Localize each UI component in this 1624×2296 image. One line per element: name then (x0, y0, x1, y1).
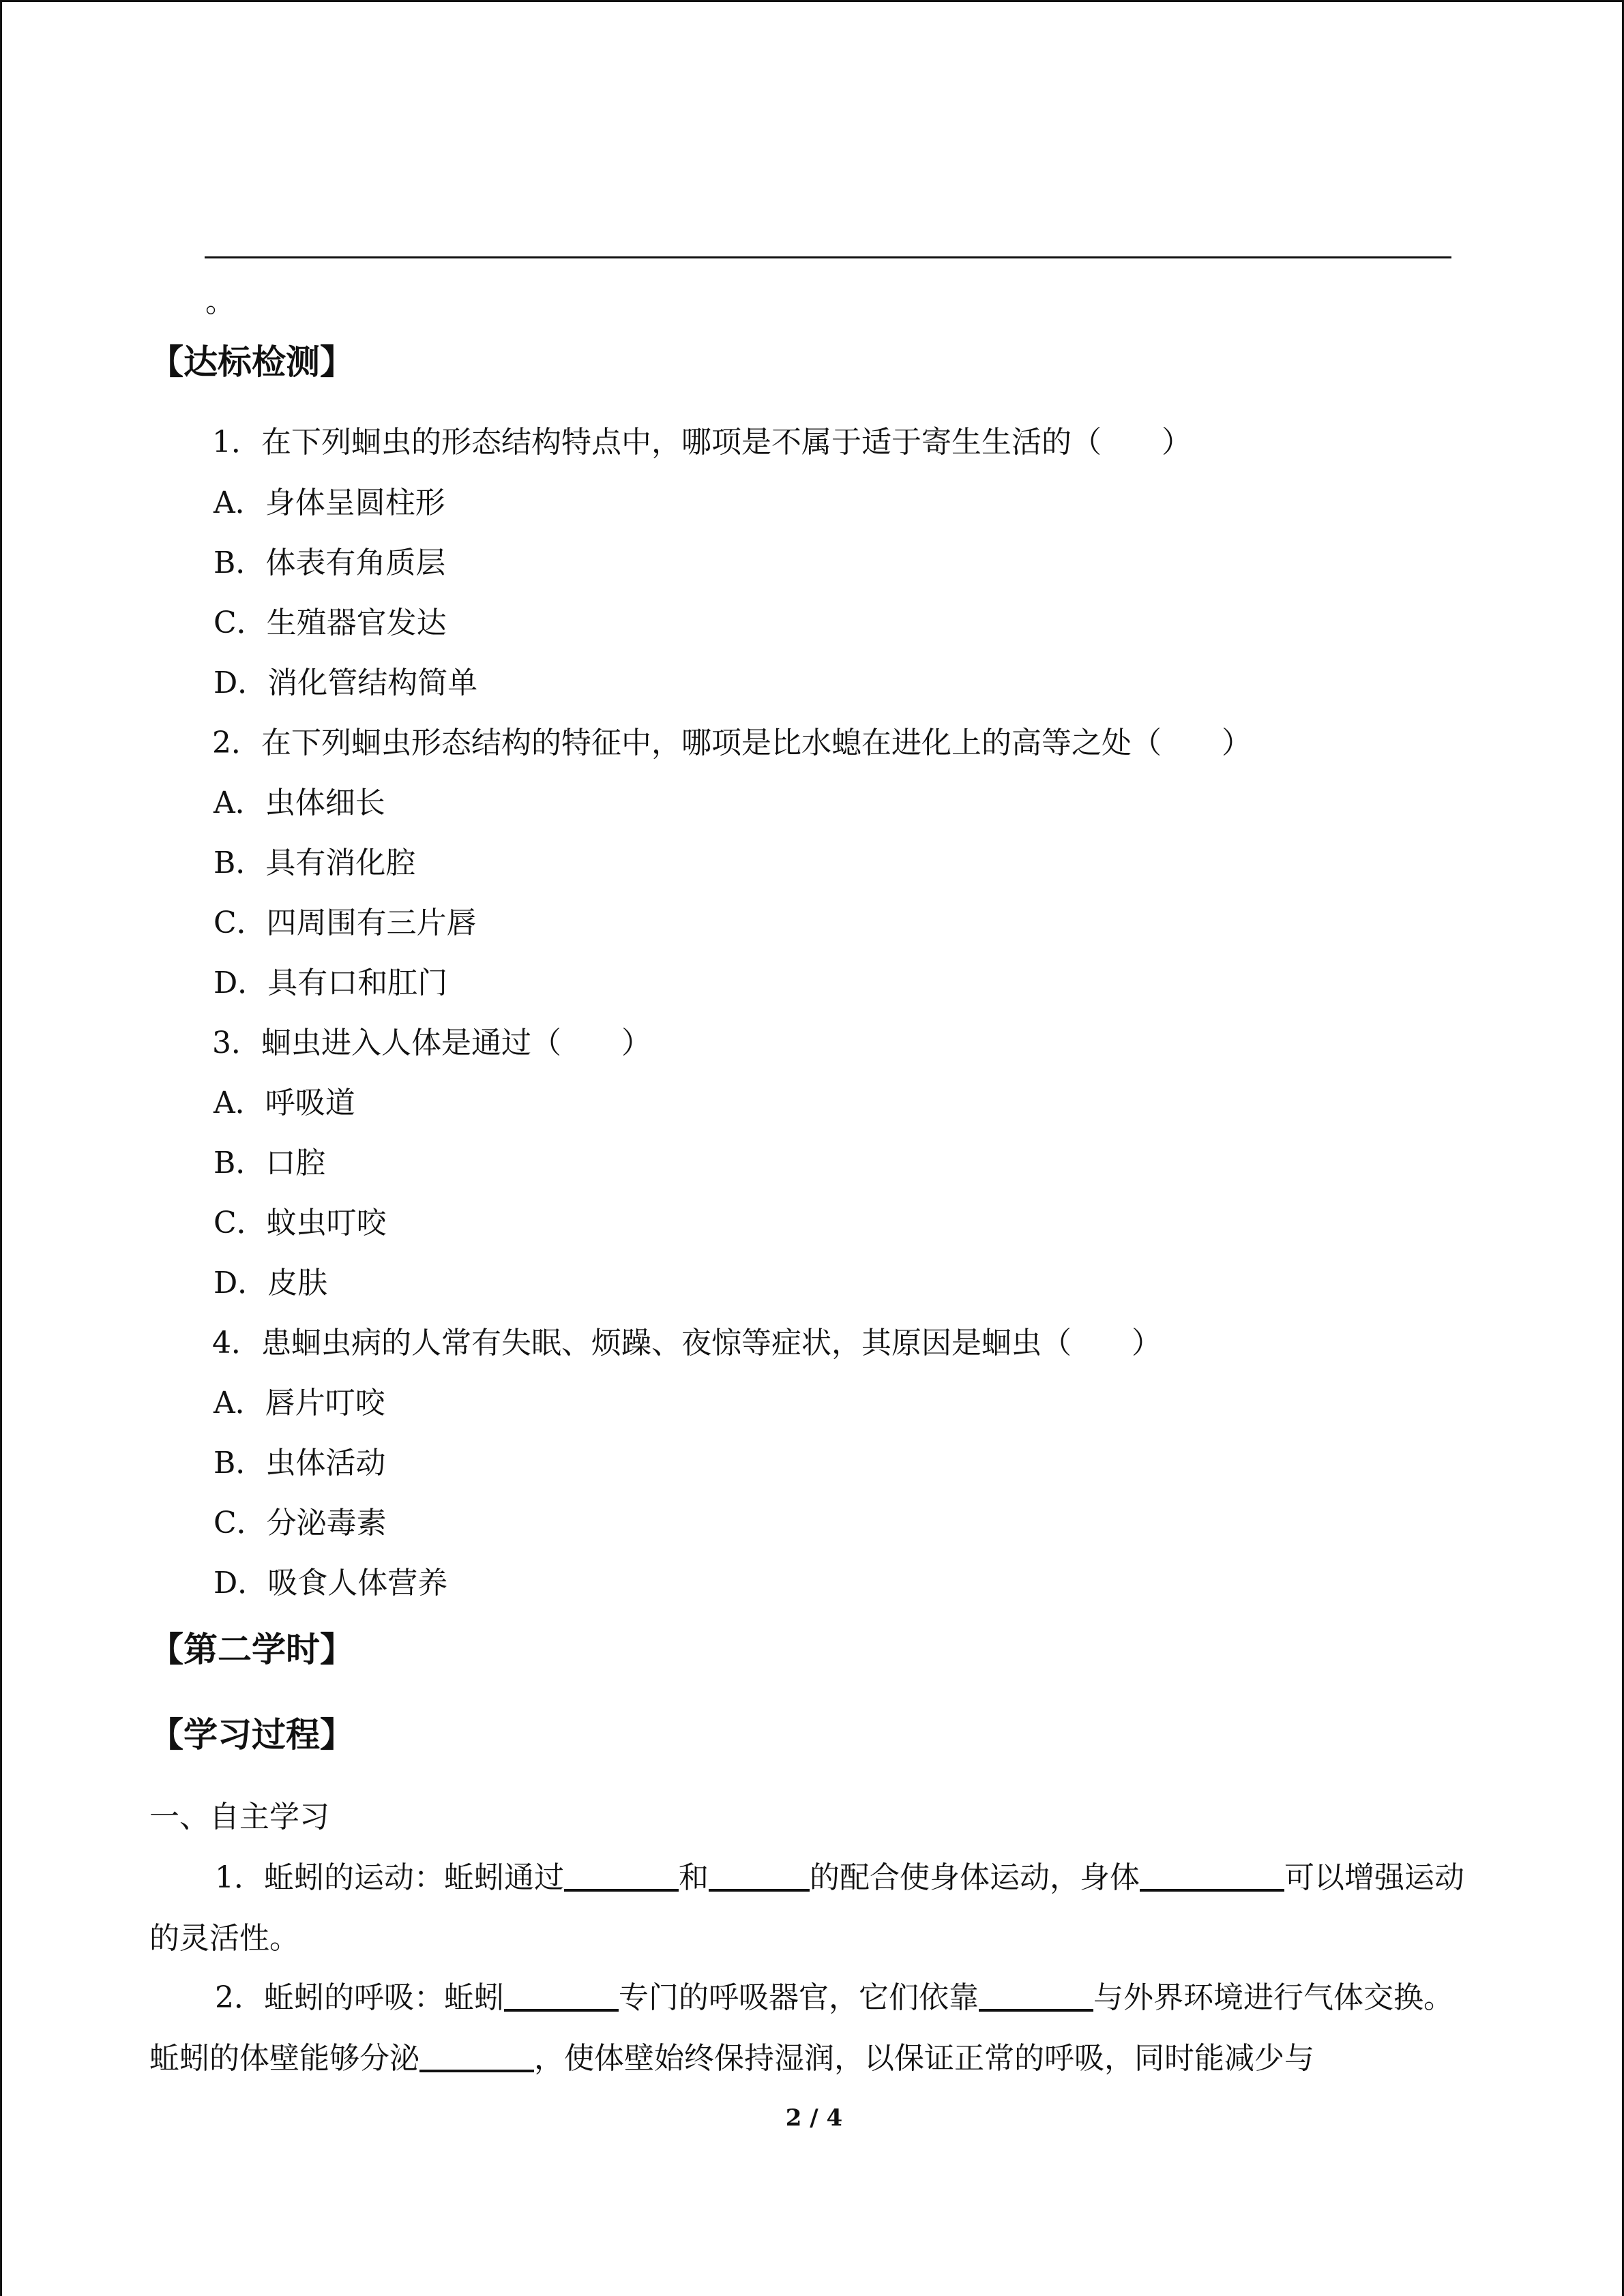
item-1-text-b: 和 (679, 1860, 709, 1895)
fill-blank[interactable] (709, 1859, 810, 1892)
question-2-option-d: D．具有口和肛门 (213, 966, 448, 1000)
fill-blank[interactable] (979, 1979, 1093, 2012)
question-4-option-b: B．虫体活动 (213, 1446, 386, 1480)
item-2-text-a: 2．蚯蚓的呼吸：蚯蚓 (215, 1980, 504, 2015)
section-heading-dabiao: 【达标检测】 (149, 342, 354, 382)
item-1-text-a: 1．蚯蚓的运动：蚯蚓通过 (215, 1860, 564, 1895)
question-2-option-a: A．虫体细长 (213, 786, 385, 820)
item-2-text-b: 专门的呼吸器官，它们依靠 (619, 1980, 979, 2015)
item-2-text-d: ，使体壁始终保持湿润，以保证正常的呼吸，同时能减少与 (534, 2041, 1314, 2076)
question-1-option-c: C．生殖器官发达 (213, 606, 447, 640)
item-2-text-c: 与外界环境进行气体交换。蚯蚓的体壁能够分泌 (149, 1980, 1453, 2076)
question-2-option-c: C．四周围有三片唇 (213, 906, 477, 940)
section-heading-learning-process: 【学习过程】 (149, 1715, 354, 1755)
question-3-option-b: B．口腔 (213, 1146, 326, 1180)
question-1-option-d: D．消化管结构简单 (213, 666, 478, 700)
question-3-option-d: D．皮肤 (213, 1266, 328, 1300)
question-1-stem: 1．在下列蛔虫的形态结构特点中，哪项是不属于适于寄生生活的（ ） (212, 425, 1192, 460)
self-study-item-2 (149, 1967, 1475, 2089)
item-1-text-d: 可以增强运动的灵活性。 (149, 1860, 1464, 1956)
fill-blank[interactable] (504, 1979, 619, 2012)
page-number: 2 / 4 (785, 2104, 843, 2132)
question-3-option-c: C．蚊虫叮咬 (213, 1206, 387, 1240)
item-1-text-c: 的配合使身体运动，身体 (810, 1860, 1140, 1895)
question-2-option-b: B．具有消化腔 (213, 846, 416, 880)
fill-blank[interactable] (564, 1859, 679, 1892)
question-1-option-a: A．身体呈圆柱形 (213, 486, 445, 520)
question-4-option-d: D．吸食人体营养 (213, 1566, 448, 1600)
fill-blank[interactable] (419, 2040, 534, 2072)
self-study-item-1 (149, 1847, 1475, 1969)
section-heading-second-period: 【第二学时】 (149, 1630, 354, 1669)
question-4-stem: 4．患蛔虫病的人常有失眠、烦躁、夜惊等症状，其原因是蛔虫（ ） (212, 1326, 1162, 1360)
question-4-option-a: A．唇片叮咬 (213, 1386, 385, 1420)
answer-line (205, 256, 1451, 258)
question-4-option-c: C．分泌毒素 (213, 1506, 387, 1540)
question-3-stem: 3．蛔虫进入人体是通过（ ） (212, 1026, 651, 1060)
question-3-option-a: A．呼吸道 (213, 1086, 355, 1120)
fill-blank[interactable] (1140, 1859, 1284, 1892)
question-2-stem: 2．在下列蛔虫形态结构的特征中，哪项是比水螅在进化上的高等之处（ ） (212, 726, 1252, 760)
trailing-period: 。 (205, 284, 235, 319)
self-study-heading: 一、自主学习 (149, 1800, 329, 1834)
question-1-option-b: B．体表有角质层 (213, 546, 446, 580)
